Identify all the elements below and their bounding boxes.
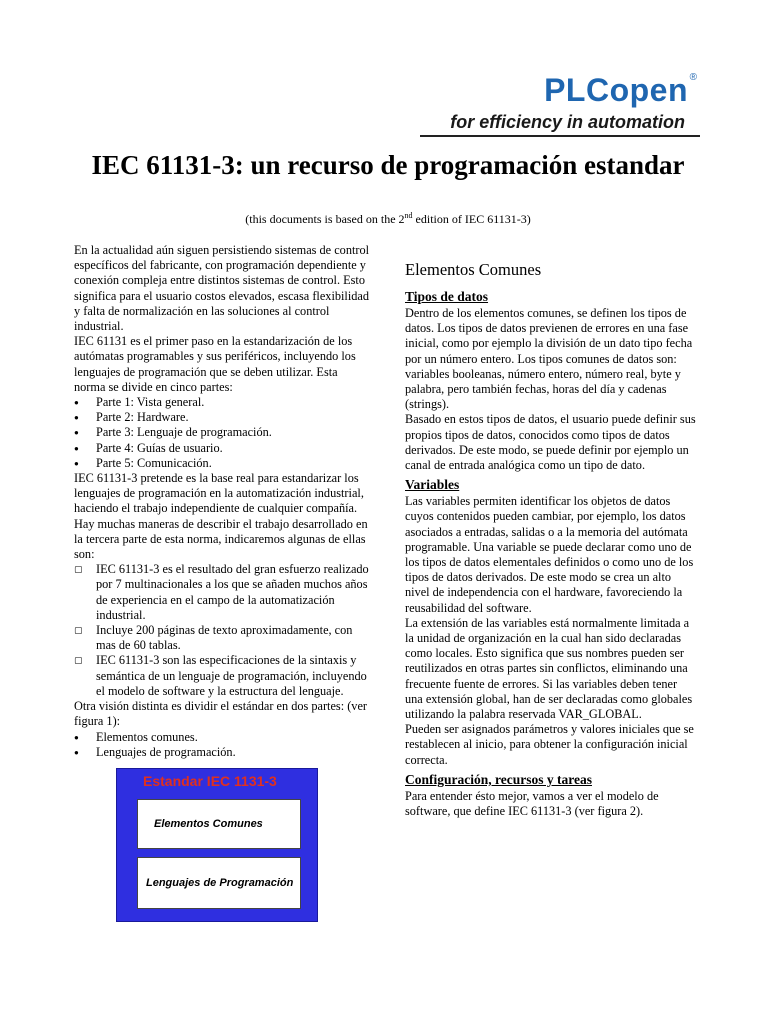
intro-paragraph: En la actualidad aún siguen persistiendo sistemas de control específicos del fabricante, con programación dependiente y conexión compleja entre distintos sistemas de control. Esto significa para el usuario costos elevados, escasa flexibilidad y falta de normalización en las soluciones al control industrial.	[74, 243, 370, 334]
list-item: ● Parte 2: Hardware.	[74, 410, 372, 425]
header-rule	[420, 135, 700, 137]
plcopen-logo	[420, 70, 700, 136]
iec61131-paragraph: IEC 61131 es el primer paso en la estandarización de los autómatas programables y sus periféricos, incluyendo los lenguajes de programación que se deben utilizar. Esta norma se divide en cinco partes:	[74, 334, 356, 394]
variables-paragraph: Las variables permiten identificar los objetos de datos cuyos contenidos pueden cambiar, por ejemplo, los datos asociados a entradas, salidas o a la memoria del autómata programable. Una variable se puede declarar como uno de los tipos de datos elementales definidos o como uno de los tipos de datos derivados. De este modo se crea un alto nivel de independencia con el hardware, favoreciendo la reusabilidad del software.	[405, 494, 694, 615]
base-paragraph: IEC 61131-3 pretende es la base real para estandarizar los lenguajes de programación en la automatización industrial, haciendo el trabajo independiente de cualquier compañía.	[74, 471, 364, 516]
figure-1-diagram	[116, 768, 318, 922]
right-column	[405, 258, 697, 819]
list-item: ● Parte 4: Guías de usuario.	[74, 441, 372, 456]
list-item: ● Lenguajes de programación.	[74, 745, 372, 760]
derived-types-paragraph: Basado en estos tipos de datos, el usuario puede definir sus propios tipos de datos, conocidos como tipos de datos derivados. De este modo, se puede definir por ejemplo un canal de entrada analógica como un tipo de dato.	[405, 412, 696, 473]
split-paragraph: Otra visión distinta es dividir el estándar en dos partes: (ver figura 1):	[74, 699, 367, 729]
facts-list	[74, 562, 372, 699]
description-paragraph: Hay muchas maneras de describir el trabajo desarrollado en la tercera parte de esta norma, indicaremos algunas de ellas son:	[74, 516, 368, 562]
parts-list	[74, 395, 372, 471]
figure-title: Estandar IEC 1131-3	[143, 773, 277, 789]
list-item: ▢ IEC 61131-3 es el resultado del gran esfuerzo realizado por 7 multinacionales a los que se añaden muchos años de experiencia en el campo de la automatización industrial.	[74, 562, 372, 623]
list-item: ● Parte 5: Comunicación.	[74, 456, 372, 471]
list-item: ● Parte 1: Vista general.	[74, 395, 372, 410]
figure-box-label: Lenguajes de Programación	[146, 877, 294, 889]
document-subtitle	[80, 211, 696, 227]
subtitle-sup: nd	[404, 211, 413, 220]
section-heading: Elementos Comunes	[405, 260, 542, 279]
subtitle-after: edition of IEC 61131-3)	[412, 212, 531, 226]
document-title: IEC 61131-3: un recurso de programación estandar	[91, 150, 685, 180]
variables-scope-paragraph: La extensión de las variables está normalmente limitada a la unidad de organización en la cual han sido declaradas como locales. Esto significa que sus nombres pueden ser reutilizados en otras partes sin conflictos, eliminando una frecuente fuente de errores. Si las variables deben tener una extensión global, han de ser declaradas como globales utilizando la palabra reservada VAR_GLOBAL.	[405, 615, 693, 722]
list-item: ● Elementos comunes.	[74, 730, 372, 745]
subtitle-before: (this documents is based on the 2	[245, 212, 405, 226]
logo-name: PLCopen	[544, 72, 688, 108]
split-list	[74, 730, 372, 760]
logo-tagline: for efficiency in automation	[450, 112, 685, 132]
registered-mark: ®	[689, 72, 697, 83]
left-column	[74, 243, 372, 760]
subsection-heading-data-types: Tipos de datos	[405, 289, 489, 304]
list-item: ▢ IEC 61131-3 son las especificaciones de la sintaxis y semántica de un lenguaje de programación, incluyendo el modelo de software y la estructura del lenguaje.	[74, 653, 372, 699]
data-types-paragraph: Dentro de los elementos comunes, se definen los tipos de datos. Los tipos de datos previenen de errores en una fase inicial, como por ejemplo la división de un dato tipo fecha por un número entero. Los tipos comunes de datos son: variables booleanas, número entero, número real, byte y palabra, pero también fechas, horas del día y cadenas (strings).	[405, 306, 693, 412]
list-item: ● Parte 3: Lenguaje de programación.	[74, 425, 372, 440]
variables-init-paragraph: Pueden ser asignados parámetros y valores iniciales que se restablecen al inicio, para obtener la configuración inicial correcta.	[405, 722, 694, 767]
subsection-heading-configuration: Configuración, recursos y tareas	[405, 771, 592, 787]
figure-box-common-elements	[137, 799, 301, 849]
figure-box-label: Elementos Comunes	[154, 818, 263, 830]
figure-box-languages	[137, 857, 301, 909]
configuration-paragraph: Para entender ésto mejor, vamos a ver el modelo de software, que define IEC 61131-3 (ver figura 2).	[405, 788, 659, 819]
subsection-heading-variables: Variables	[405, 477, 460, 493]
list-item: ▢ Incluye 200 páginas de texto aproximadamente, con mas de 60 tablas.	[74, 623, 372, 653]
